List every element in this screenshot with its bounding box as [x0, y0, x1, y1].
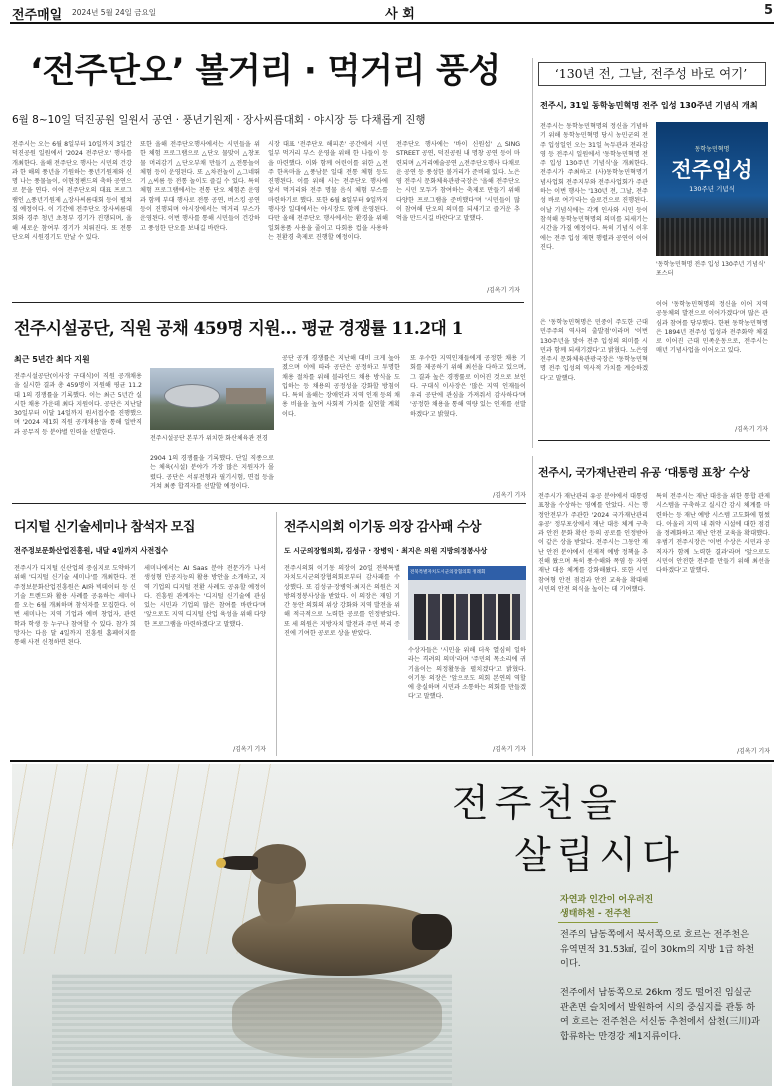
130th-byline: /김옥기 기자: [735, 426, 768, 433]
facilities-column-1: 전주시설공단(이사장 구대식)이 직원 공개채용을 실시한 결과 총 459명이 지원해 평균 11.2대 1의 경쟁률을 기록했다. 이는 최근 5년간 실시한 채용 가운데 최다 지원이다. 공단은 지난달 30일부터 이달 14일까지 원서접수를 진행했으며 '2024 제1회 직원 공개채용'을 통해 일반직과 공무직 등 분야별 인력을 선발한다.: [14, 373, 142, 436]
feature-top-rule: [10, 760, 774, 762]
digital-headline: 디지털 신기술세미나 참석자 모집: [14, 520, 195, 535]
lower-right-divider: [532, 456, 533, 756]
safety-byline: /김옥기 기자: [737, 748, 770, 755]
council-column-2: 수상자들은 '시민을 위해 더욱 열심히 일하라는 격려의 의미'라며 '주민의 목소리에 귀 기울이는 의정활동을 펼치겠다'고 밝혔다. 이기동 의장은 '앞으로도 의회 본연의 역할에 충실하며 시민과 소통하는 의회를 만들겠다'고 말했다.: [408, 647, 526, 701]
council-column-1: 전주시의회 이기동 의장이 20일 전북특별자치도시군의장협의회로부터 감사패를 수상했다. 또 김성규·장병익·최지은 의원은 지방의정봉사상을 받았다. 이 의장은 재임 기간 동안 의회의 위상 강화와 지역 발전을 위해 적극적으로 노력한 공로를 인정받았다. 또 세 의원은 지방자치 발전과 주민 복리 증진에 기여한 공로로 상을 받았다.: [284, 565, 400, 638]
boxed-title: ‘130년 전, 그날, 전주성 바로 여기’: [554, 66, 748, 81]
poster-title-big: 전주입성: [671, 157, 753, 182]
dano-bottom-rule: [12, 302, 524, 303]
130th-bottom-rule: [538, 440, 770, 441]
dano-column-2: 또한 올해 전주단오행사에서는 시민들을 위한 체험 프로그램으로 △단오 물맞이 △창포물 머리감기 △단오부채 만들기 △전통놀이 체험 등이 운영된다. 또 △차전놀이 △그네뛰기 △씨름 등 전통 놀이도 즐길 수 있다. 특히 체험 프로그램에서는 전통 단오 체험존 운영과 함께 부대 행사로 전통 공연, 버스킹 공연 등이 진행되며 야시장에서는 먹거리 부스가 운영된다. 이번 행사를 통해 시민들이 건강하고 풍성한 단오를 보내길 바란다.: [140, 141, 260, 232]
facilities-subtitle: 최근 5년간 최다 지원: [14, 355, 90, 364]
digital-column-1: 전주시가 디지털 신산업의 중심지로 도약하기 위해 '디지털 신기술 세미나'를 개최한다. 전주정보문화산업진흥원은 AI와 빅데이터 등 신기술 트렌드와 활용 사례를 공유하는 세미나를 오는 6월 개최하며 참석자를 모집한다. 이번 세미나는 지역 기업과 예비 창업자, 관련 학과 학생 등 누구나 참여할 수 있다. 참가 희망자는 다음 달 4일까지 진흥원 홈페이지를 통해 사전 신청하면 된다.: [14, 565, 136, 647]
masthead-rule: [10, 22, 774, 24]
facilities-byline: /김옥기 기자: [493, 492, 526, 499]
feature-paragraph-2: 전주에서 남동쪽으로 26km 정도 떨어진 임실군 관촌면 슬치에서 발원하여 시의 중심지를 관통 하여 흐르는 전주천은 서신동 추천에서 삼천(三川)과 합류하는 만경강 제1지류이다.: [560, 987, 760, 1042]
facilities-column-2: 2904 1의 경쟁률을 기록했다. 단일 직종으로는 체육(시설) 분야가 가장 많은 지원자가 몰렸다. 공단은 서류전형과 필기시험, 면접 등을 거쳐 최종 합격자를 선발할 예정이다.: [150, 455, 274, 490]
council-banner-text: 전북특별자치도시군의장협의회 정례회: [410, 570, 486, 575]
facilities-column-4: 또 우수한 지역인재들에게 공정한 채용 기회를 제공하기 위해 최선을 다하고 있으며, 그 결과 높은 경쟁률로 이어진 것으로 보인다. 구대식 이사장은 '많은 지역 인재들이 우리 공단에 관심을 가져줘서 감사하다'며 '공정한 채용을 통해 역량 있는 인재를 선발하겠다'고 밝혔다.: [410, 355, 526, 418]
safety-column-1: 전주시가 재난관리 유공 분야에서 대통령 표창을 수상하는 영예를 안았다. 시는 행정안전부가 주관한 '2024 국가재난관리 유공' 정부포상에서 재난 대응 체계 구축과 안전 문화 확산 등의 공로를 인정받아 이 같은 상을 받았다. 전주시는 그동안 재난 안전 분야에서 선제적 예방 정책을 추진해 왔으며 특히 풍수해와 폭염 등 자연재난 대응 체계를 강화해왔다. 또한 시민 참여형 안전 점검과 안전 교육을 확대해 시민의 안전 의식을 높이는 데 기여했다.: [538, 493, 648, 593]
poster-title-small: 동학농민혁명: [694, 146, 730, 153]
feature-title-line-1: 전주천을: [452, 781, 623, 825]
dano-column-3: 시장 대표 '전주단오 해피존' 공간에서 시민 일부 먹거리 부스 운영을 위해 한 나들이 등을 마련했다. 이와 함께 어린이를 위한 △전주 한옥마을 △풍남문 일대 전통 체험 등도 진행된다. 이를 위해 시는 전주단오 행사에 앞서 먹거리와 전주 명물 음식 체험 부스를 마련하기로 했다. 또한 6월 8일부터 9일까지 행사장 일대에서는 야시장도 함께 운영된다. 다만 올해 전주단오 행사에서는 환경을 위해 일회용품 사용을 줄이고 다회용 컵을 사용하는 친환경 축제로 진행할 예정이다.: [268, 141, 388, 241]
dano-byline: /김옥기 기자: [487, 287, 520, 294]
stadium-roof: [164, 384, 220, 408]
council-byline: /김옥기 기자: [493, 746, 526, 753]
feature-tag-line-1: 자연과 인간이 어우러진: [560, 895, 654, 905]
council-group-people: [414, 594, 520, 640]
dano-headline: ‘전주단오’ 볼거리 · 먹거리 풍성: [30, 51, 501, 91]
poster-image: [656, 122, 768, 256]
digital-byline: /김옥기 기자: [233, 746, 266, 753]
130th-subtitle: 전주시, 31일 동학농민혁명 전주 입성 130주년 기념식 개최: [540, 100, 758, 110]
feature-tag-line-2: 생태하천 - 전주천: [560, 909, 631, 919]
duck-tail: [412, 914, 452, 950]
facilities-column-3: 공단 공개 경쟁률은 지난해 대비 크게 높아졌으며 이에 따라 공단은 공정하고 투명한 채용 절차를 위해 블라인드 채용 방식을 도입하는 등 채용의 공정성을 강화할 방침이다. 특히 올해는 장애인과 지역 인재 등의 채용 비율을 높여 사회적 가치를 실현할 계획이다.: [282, 355, 400, 418]
page-number: 5: [763, 3, 773, 18]
council-subtitle: 도 시군의장협의회, 김성규 · 장병익 · 최지은 의원 지방의정봉사상: [284, 547, 488, 555]
poster-crowd-silhouette: [656, 218, 768, 256]
safety-column-2: 특히 전주시는 재난 대응을 위한 통합 관제 시스템을 구축하고 실시간 감시 체계를 마련하는 등 재난 예방 시스템 고도화에 힘썼다. 아울러 지역 내 취약 시설에 대한 점검을 정례화하고 재난 안전 교육을 확대했다. 우범기 전주시장은 '이번 수상은 시민과 공직자가 함께 노력한 결과'라며 '앞으로도 시민이 안전한 전주를 만들기 위해 최선을 다하겠다'고 말했다.: [656, 493, 770, 575]
130th-column-1-bottom: 은 '동학농민혁명은 민중이 주도한 근대 민주주의 역사의 출발점'이라며 '이번 130주년을 맞아 전주 입성의 의미를 시민과 함께 되새기겠다'고 밝혔다. 노은영 전주시 문화체육관광국장은 '동학농민혁명 전주 입성의 역사적 가치를 계승하겠다'고 말했다.: [540, 319, 648, 382]
facilities-bottom-rule: [12, 503, 526, 504]
right-column-divider: [532, 58, 533, 448]
building-block: [226, 388, 266, 404]
council-headline: 전주시의회 이기동 의장 감사패 수상: [284, 520, 481, 535]
issue-date: 2024년 5월 24일 금요일: [72, 8, 157, 17]
feature-paragraph-1: 전주의 남동쪽에서 북서쪽으로 흐르는 전주천은 유역면적 31.53㎢, 길이 30km의 지방 1급 하천이다.: [560, 929, 755, 969]
duck-reflection: [232, 978, 442, 1058]
council-award-photo: [408, 566, 526, 640]
130th-column-2-bottom: 이어 '동학농민혁명의 정신을 이어 지역 공동체의 발전으로 이어가겠다'며 많은 관심과 참여를 당부했다. 한편 동학농민혁명은 1894년 전주성 입성과 전주화약 체결로 이어진 근대 민족운동으로, 전주시는 매년 기념사업을 이어오고 있다.: [656, 301, 768, 355]
poster-caption: '동학농민혁명 전주 입성 130주년 기념식' 포스터: [656, 261, 766, 277]
facilities-headline: 전주시설공단, 직원 공채 459명 지원… 평균 경쟁률 11.2대 1: [14, 319, 463, 339]
poster-subtitle: 130주년 기념식: [689, 185, 735, 193]
digital-column-2: 세미나에서는 AI Saas 분야 전문가가 나서 생성형 인공지능의 활용 방안을 소개하고, 지역 기업의 디지털 전환 사례도 공유할 예정이다. 진흥원 관계자는 '디지털 신기술에 관심 있는 시민과 기업의 많은 참여를 바란다'며 '앞으로도 지역 디지털 산업 육성을 위해 다양한 프로그램을 마련하겠다'고 말했다.: [144, 565, 266, 628]
digital-subtitle: 전주정보문화산업진흥원, 내달 4일까지 사전접수: [14, 546, 169, 555]
facilities-photo-caption: 전주시설공단 본부가 위치한 화산체육관 전경: [150, 435, 268, 442]
130th-column-1-top: 전주시는 동학농민혁명의 정신을 기념하기 위해 동학농민혁명 당시 농민군의 전주 입성일인 오는 31일 녹두관과 전라감영 등 전주시 일원에서 '동학농민혁명 전주 입성 130주년 기념식'을 개최한다. 전주시가 주최하고 (사)동학농민혁명기념사업회 전주지부와 전주사업회가 주관하는 이번 행사는 '130년 전, 그날, 전주성 바로 여기'라는 슬로건으로 진행된다. 이날 기념식에는 각계 인사와 시민 등이 참석해 동학농민혁명의 의미를 되새기는 시간을 가질 예정이다. 특히 기념식 이후에는 전주 입성 재현 행렬과 공연이 이어진다.: [540, 123, 648, 251]
feature-tag-rule: [558, 922, 658, 923]
dano-subtitle: 6월 8~10일 덕진공원 일원서 공연 · 풍년기원제 · 장사씨름대회 · 야시장 등 다채롭게 진행: [12, 114, 426, 126]
facilities-building-photo: [150, 368, 274, 430]
dano-column-4: 전주단오 행사에는 '바이 신원섭' △SING STREET 공연, 덕진공원 내 명창 공연 등이 마련되며 △거리예술공연 △전주단오행사 다채로운 공연 등 풍성한 볼거리가 준비돼 있다. 노은영 전주시 문화체육관광국장은 '올해 전주단오는 시민 모두가 참여하는 축제로 만들기 위해 다양한 프로그램을 준비했다'며 '시민들이 많이 참여해 단오의 의미를 되새기고 즐거운 추억을 만드시길 바란다'고 말했다.: [396, 141, 520, 223]
duck-head: [250, 844, 306, 884]
duck-bill-tip: [216, 858, 226, 868]
paper-name: 전주매일: [12, 8, 63, 23]
section-name: 사 회: [385, 7, 415, 22]
dano-column-1: 전주시는 오는 6월 8일부터 10일까지 3일간 덕진공원 일원에서 '2024 전주단오' 행사를 개최한다. 올해 전주단오 행사는 시민의 건강과 한 해의 풍년을 기원하는 풍년기원제와 신명 나는 풍물놀이, 이현정팬드의 축하 공연으로 문을 연다. 이어 전주단오의 대표 프로그램인 △풍년기원제 △장사씨름대회 등이 펼쳐질 예정이다. 이 기간에 전주단오 장사씨름대회와 경주 청년 초청부 경기가 진행되며, 올해 새로운 참여부 경기가 치뤄진다. 또 전통단오의 시원경기도 만날 수 있다.: [12, 141, 132, 241]
feature-title-line-2: 살립시다: [514, 833, 685, 877]
safety-headline: 전주시, 국가재난관리 유공 ‘대통령 표창’ 수상: [538, 466, 750, 479]
lower-column-divider: [276, 512, 277, 756]
